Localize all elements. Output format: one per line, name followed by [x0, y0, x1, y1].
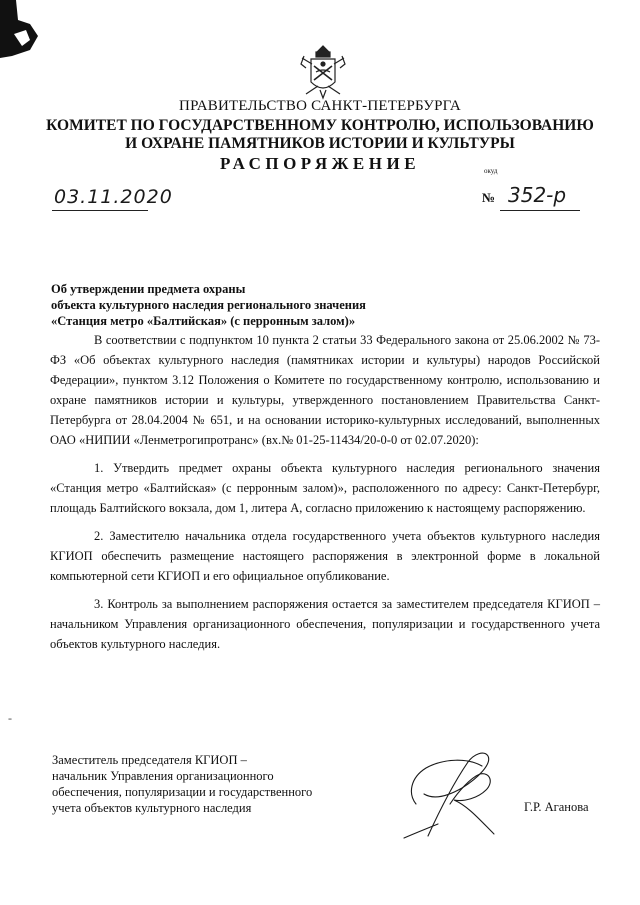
signatory-name: Г.Р. Аганова: [524, 800, 589, 814]
handwritten-order-number: 352-р: [508, 183, 567, 207]
number-underline: [500, 210, 580, 211]
date-underline: [52, 210, 148, 211]
subject-line3: «Станция метро «Балтийская» (с перронным залом)»: [51, 314, 356, 328]
signatory-line2: начальник Управления организационного: [52, 769, 274, 783]
preamble-paragraph: В соответствии с подпунктом 10 пункта 2 статьи 33 Федерального закона от 25.06.2002 № 73-ФЗ «Об объектах культурного наследия (памятниках истории и культуры) народов Российской Федерации», пунктом 3.12 Положения о Комитете по государственному контролю, использованию и охране памятников истории и культуры, утвержденного постановлением Правительства Санкт-Петербурга от 28.04.2004 № 651, и на основании историко-культурных исследований, выполненных ОАО «НИПИИ «Ленметрогипротранс» (вх.№ 01-25-11434/20-0-0 от 02.07.2020):: [50, 333, 600, 447]
handwritten-date: 03.11.2020: [54, 186, 173, 208]
clause-2-paragraph: 2. Заместителю начальника отдела государственного учета объектов культурного наследия КГИОП обеспечить размещение настоящего распоряжения в электронной форме в локальной компьютерной сети КГИОП и его официальное опубликование.: [50, 529, 600, 583]
okud-label: окуд: [484, 167, 498, 175]
order-subject: [51, 281, 366, 329]
committee-name-line1: КОМИТЕТ ПО ГОСУДАРСТВЕННОМУ КОНТРОЛЮ, ИСПОЛЬЗОВАНИЮ: [46, 117, 594, 134]
clause-3-paragraph: 3. Контроль за выполнением распоряжения остается за заместителем председателя КГИОП – начальником Управления организационного обеспечения, популяризации и государственного учета объектов культурного наследия.: [50, 597, 600, 651]
signatory-line1: Заместитель председателя КГИОП –: [52, 753, 247, 767]
committee-name: [0, 117, 640, 153]
order-body: [50, 330, 600, 662]
government-name: ПРАВИТЕЛЬСТВО САНКТ-ПЕТЕРБУРГА: [179, 98, 461, 114]
signatory-position: [52, 752, 312, 816]
binder-clip-mark: [0, 0, 44, 60]
number-sign: №: [482, 190, 496, 205]
subject-line2: объекта культурного наследия регионального значения: [51, 298, 366, 312]
coat-of-arms-spb-icon: [298, 42, 348, 100]
signatory-line4: учета объектов культурного наследия: [52, 801, 252, 815]
signatory-line3: обеспечения, популяризации и государственного: [52, 785, 313, 799]
clause-1-paragraph: 1. Утвердить предмет охраны объекта культурного наследия регионального значения «Станция метро «Балтийская» (с перронным залом)», расположенного по адресу: Санкт-Петербург, площадь Балтийского вокзала, дом 1, литера А, согласно приложению к настоящему распоряжению.: [50, 461, 600, 515]
handwritten-signature: [398, 744, 508, 844]
subject-line1: Об утверждении предмета охраны: [51, 282, 246, 296]
document-type-title: РАСПОРЯЖЕНИЕ: [219, 154, 421, 173]
margin-mark: -: [8, 711, 12, 725]
committee-name-line2: И ОХРАНЕ ПАМЯТНИКОВ ИСТОРИИ И КУЛЬТУРЫ: [125, 135, 515, 152]
